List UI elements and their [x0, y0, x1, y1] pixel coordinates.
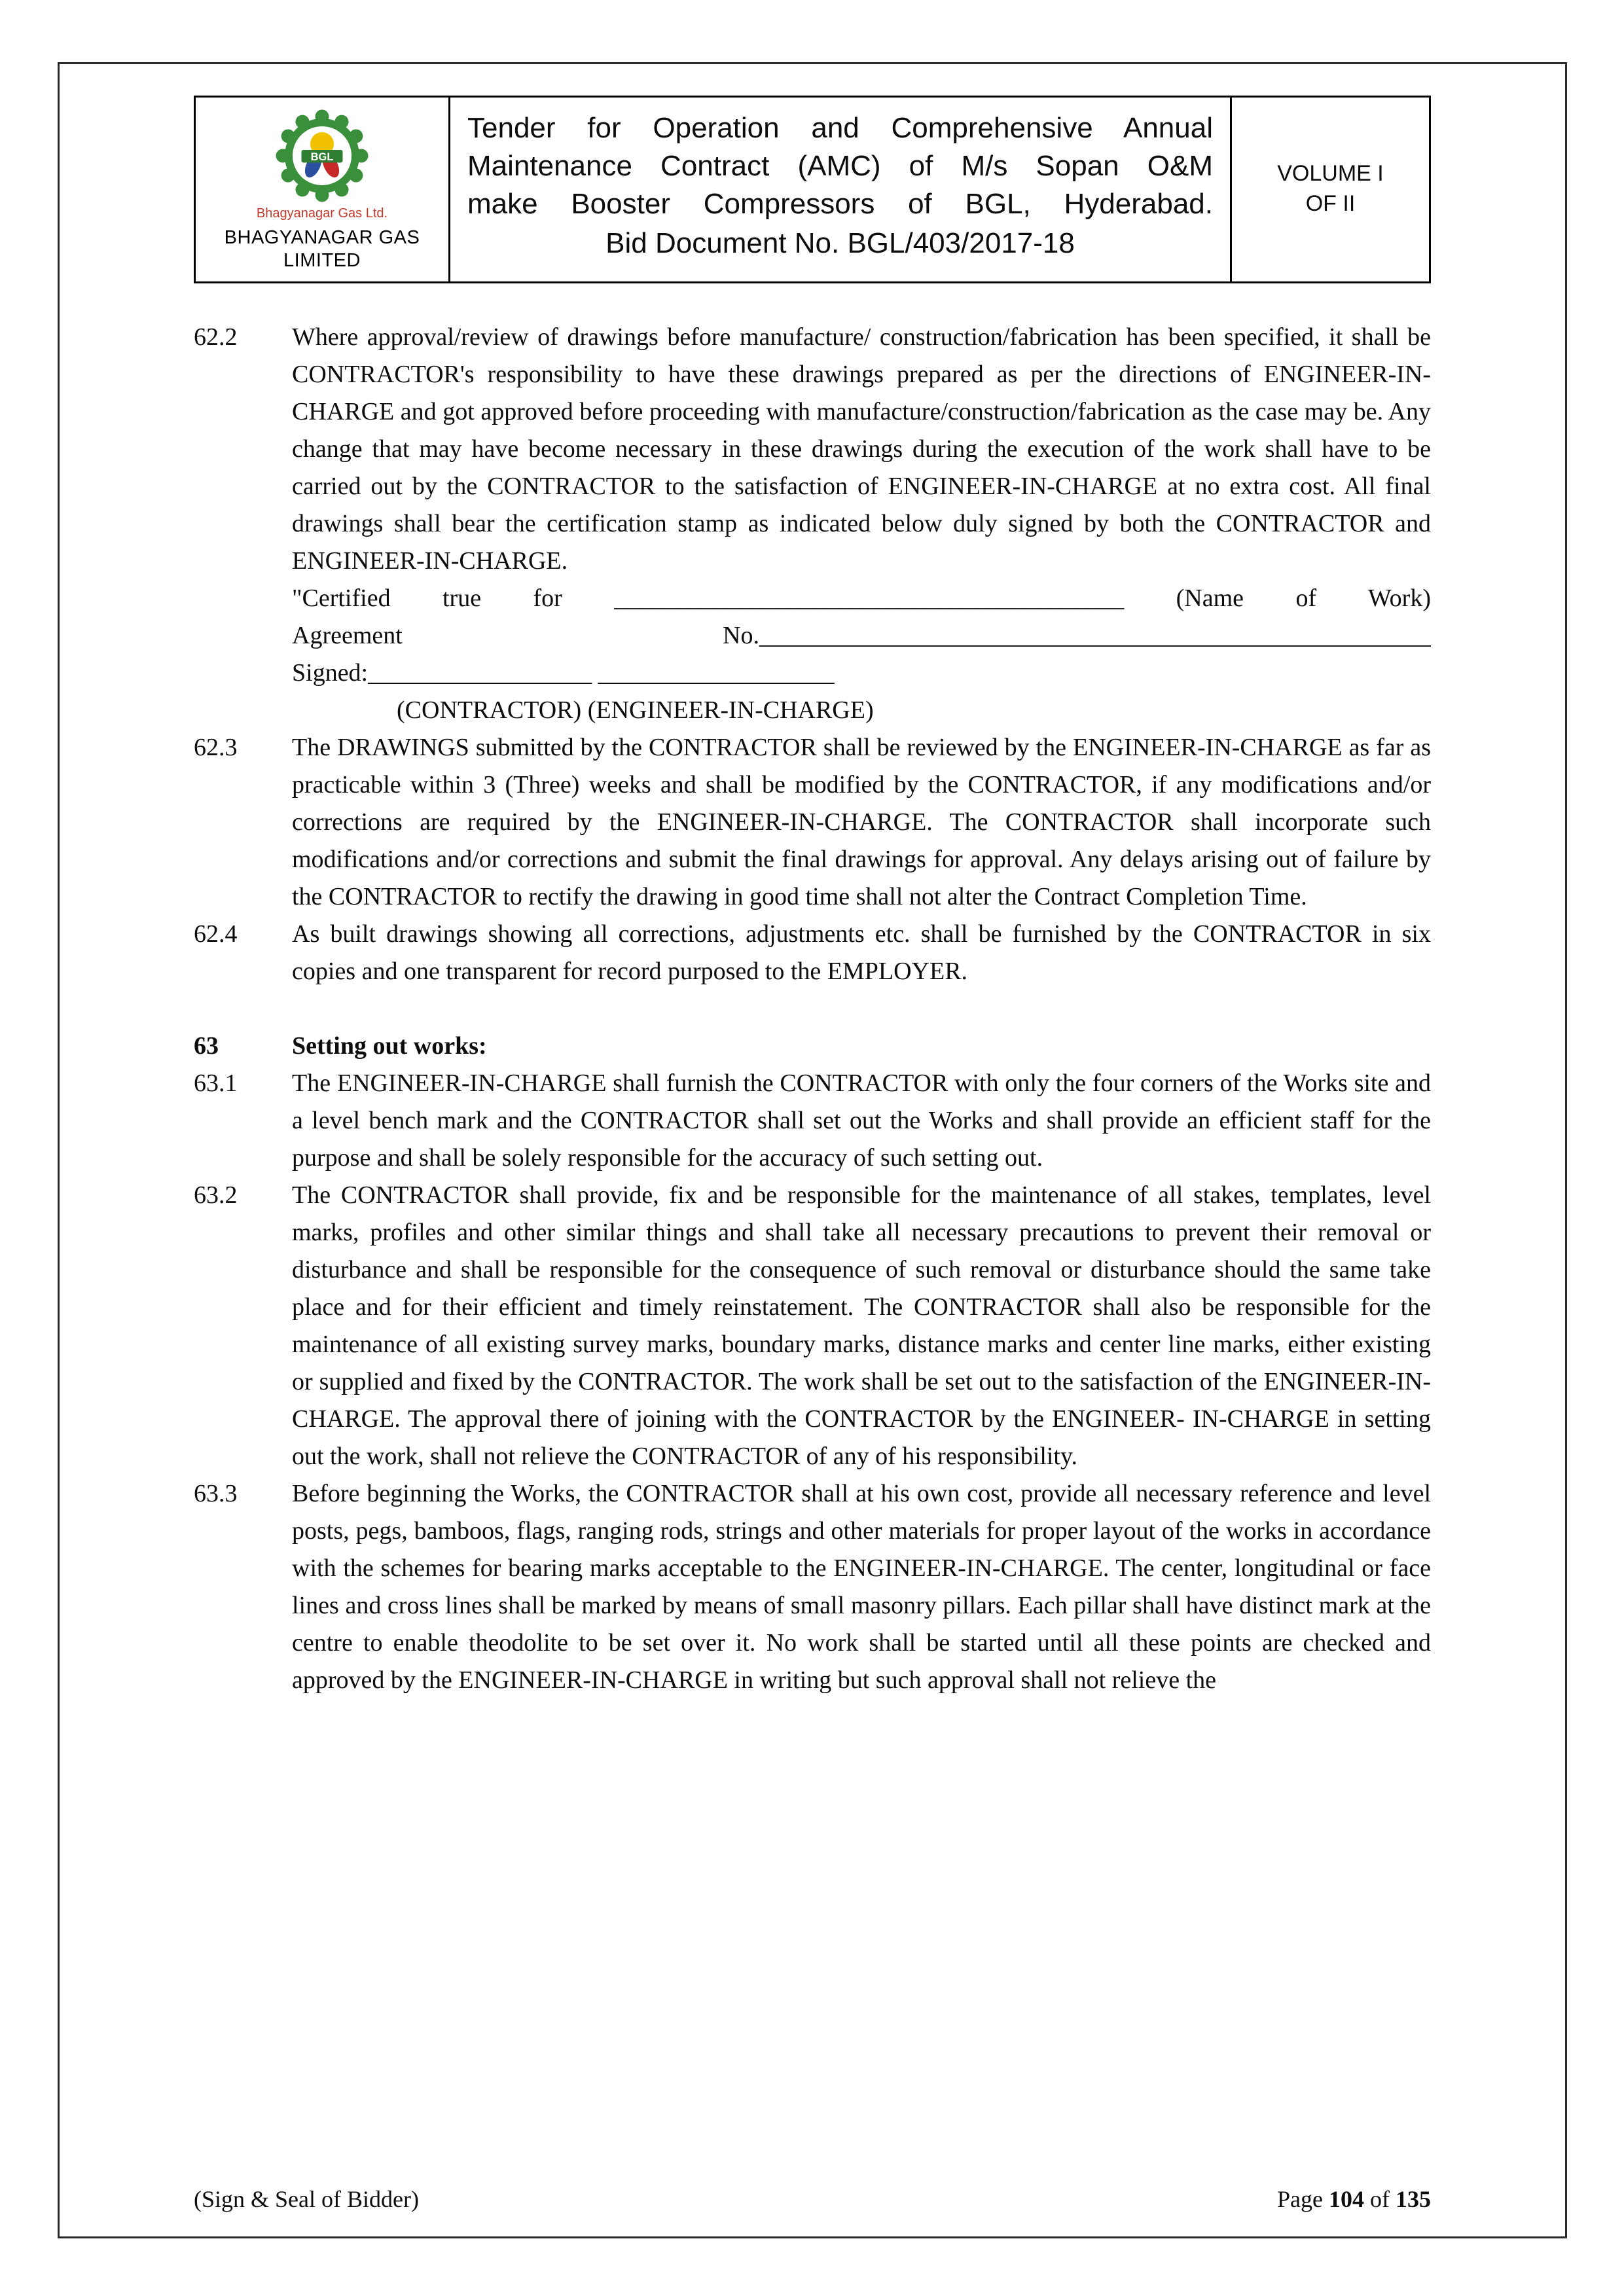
volume-label-line2: OF II	[1305, 191, 1356, 217]
clause-63-2	[194, 1177, 1431, 1475]
clause-text: Where approval/review of drawings before manufacture/ construction/fabrication has been specified, it shall be CONTRACTOR's responsibility to have these drawings prepared as per the directions of ENGINEER-IN-CHARGE and got approved before proceeding with manufacture/construction/fabrication as the case may be. Any change that may have become necessary in these drawings during the execution of the work shall have to be carried out by the CONTRACTOR to the satisfaction of ENGINEER-IN-CHARGE at no extra cost. All final drawings shall bear the certification stamp as indicated below duly signed by both the CONTRACTOR and ENGINEER-IN-CHARGE.	[292, 323, 1431, 575]
section-gap	[194, 990, 1431, 1028]
clause-number: 62.4	[194, 920, 238, 948]
volume-label-line1: VOLUME I	[1277, 161, 1384, 187]
clause-63-heading	[194, 1028, 1431, 1065]
certification-block	[194, 580, 1431, 729]
cert-row-4	[194, 692, 1431, 729]
page-number-mid: of	[1364, 2186, 1396, 2212]
clause-number: 63.3	[194, 1479, 238, 1507]
title-cell	[448, 98, 1232, 281]
clause-text: As built drawings showing all corrections, adjustments etc. shall be furnished by the CONTRACTOR in six copies and one transparent for record purposed to the EMPLOYER.	[292, 920, 1431, 985]
clause-number: 63	[194, 1031, 219, 1060]
clause-text: The ENGINEER-IN-CHARGE shall furnish the CONTRACTOR with only the four corners of the Works site and a level bench mark and the CONTRACTOR shall set out the Works and shall provide an efficient staff for the purpose and shall be solely responsible for the accuracy of such setting out.	[292, 1069, 1431, 1172]
cert-line-certified-true: "Certified true for _________________________________________ (Name of Work)	[292, 584, 1431, 612]
volume-cell	[1232, 98, 1429, 281]
clause-text: The CONTRACTOR shall provide, fix and be responsible for the maintenance of all stakes, templates, level marks, profiles and other similar things and shall take all necessary precautions to prevent their removal or disturbance and shall be responsible for the consequence of such removal or disturbance should the same take place and for their efficient and timely reinstatement. The CONTRACTOR shall also be responsible for the maintenance of all existing survey marks, boundary marks, distance marks and center line marks, either existing or supplied and fixed by the CONTRACTOR. The work shall be set out to the satisfaction of the ENGINEER-IN-CHARGE. The approval there of joining with the CONTRACTOR by the ENGINEER- IN-CHARGE in setting out the work, shall not relieve the CONTRACTOR of any of his responsibility.	[292, 1181, 1431, 1470]
page-number-prefix: Page	[1277, 2186, 1329, 2212]
section-heading: Setting out works:	[292, 1031, 487, 1060]
cert-row-1	[194, 580, 1431, 617]
org-name	[225, 226, 420, 272]
cert-row-2	[194, 617, 1431, 655]
cert-line-signed: Signed:__________________ ___________________	[292, 658, 835, 687]
doc-title-line-1: Tender for Operation and Comprehensive Annual	[467, 112, 1213, 144]
clause-number: 63.2	[194, 1181, 238, 1209]
bgl-logo-icon	[273, 107, 371, 205]
logo-cell	[196, 98, 448, 281]
clause-63-1	[194, 1065, 1431, 1177]
logo-subtext: Bhagyanagar Gas Ltd.	[256, 206, 388, 221]
logo-badge-text: BGL	[310, 151, 334, 163]
page-number-total: 135	[1396, 2186, 1431, 2212]
org-name-line2: LIMITED	[283, 249, 361, 271]
document-body	[194, 319, 1431, 1699]
clause-63-3	[194, 1475, 1431, 1699]
clause-62-2	[194, 319, 1431, 580]
clause-number: 62.3	[194, 733, 238, 761]
page-number-current: 104	[1329, 2186, 1364, 2212]
page-footer	[194, 2185, 1431, 2213]
sign-seal-label: (Sign & Seal of Bidder)	[194, 2186, 419, 2212]
clause-62-3	[194, 729, 1431, 916]
cert-line-agreement-no: Agreement No.______________________________________________________	[292, 621, 1431, 649]
page-border	[58, 62, 1567, 2238]
page-content	[60, 64, 1565, 1699]
clause-62-4	[194, 916, 1431, 990]
cert-row-3	[194, 655, 1431, 692]
header-table	[194, 96, 1431, 283]
clause-text: Before beginning the Works, the CONTRACTOR shall at his own cost, provide all necessary reference and level posts, pegs, bamboos, flags, ranging rods, strings and other materials for proper layout of the works in accordance with the schemes for bearing marks acceptable to the ENGINEER-IN-CHARGE. The center, longitudinal or face lines and cross lines shall be marked by means of small masonry pillars. Each pillar shall have distinct mark at the centre to enable theodolite to be set over it. No work shall be started until all these points are checked and approved by the ENGINEER-IN-CHARGE in writing but such approval shall not relieve the	[292, 1479, 1431, 1694]
clause-text: The DRAWINGS submitted by the CONTRACTOR shall be reviewed by the ENGINEER-IN-CHARGE as far as practicable within 3 (Three) weeks and shall be modified by the CONTRACTOR, if any modifications and/or corrections are required by the ENGINEER-IN-CHARGE. The CONTRACTOR shall incorporate such modifications and/or corrections and submit the final drawings for approval. Any delays arising out of failure by the CONTRACTOR to rectify the drawing in good time shall not alter the Contract Completion Time.	[292, 733, 1431, 910]
clause-number: 63.1	[194, 1069, 238, 1097]
clause-number: 62.2	[194, 323, 238, 351]
bid-doc-number: Bid Document No. BGL/403/2017-18	[605, 227, 1075, 260]
org-name-line1: BHAGYANAGAR GAS	[224, 227, 420, 248]
doc-title-line-2: Maintenance Contract (AMC) of M/s Sopan O&M	[467, 150, 1213, 183]
cert-line-signatories: (CONTRACTOR) (ENGINEER-IN-CHARGE)	[397, 696, 874, 724]
page-number	[1277, 2185, 1431, 2213]
doc-title-line-3: make Booster Compressors of BGL, Hyderabad.	[467, 188, 1213, 221]
